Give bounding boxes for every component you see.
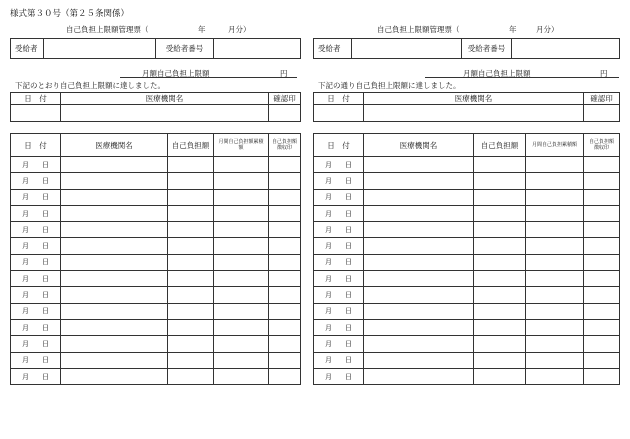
row-date-cell[interactable] — [314, 254, 364, 270]
management-form-left — [10, 0, 300, 439]
row-cumulative-cell[interactable] — [526, 205, 584, 221]
row-cumulative-cell[interactable] — [526, 319, 584, 335]
row-month-label: 月 — [325, 372, 332, 381]
row-date-cell[interactable] — [11, 254, 61, 270]
confirm-seal-header: 確認印 — [584, 93, 620, 105]
copay-table — [313, 133, 620, 385]
row-institution-cell[interactable] — [364, 189, 474, 205]
row-date-cell[interactable] — [314, 336, 364, 352]
row-day-label: 日 — [42, 258, 49, 267]
row-date-cell[interactable] — [314, 173, 364, 189]
row-day-label: 日 — [42, 372, 49, 381]
confirm-seal-cell[interactable] — [269, 105, 301, 122]
row-day-label: 日 — [42, 176, 49, 185]
row-month-label: 月 — [325, 258, 332, 267]
row-institution-cell[interactable] — [61, 173, 168, 189]
row-date-cell[interactable] — [314, 271, 364, 287]
table-row — [11, 222, 301, 238]
table-row — [11, 287, 301, 303]
row-copay-cell[interactable] — [168, 254, 214, 270]
table-row — [11, 157, 301, 173]
copay-header: 自己負担額 — [168, 134, 214, 157]
row-date-cell[interactable] — [11, 336, 61, 352]
row-copay-cell[interactable] — [168, 238, 214, 254]
row-date-cell[interactable] — [11, 238, 61, 254]
row-collected-cell[interactable] — [269, 173, 301, 189]
row-institution-cell[interactable] — [364, 222, 474, 238]
row-month-label: 月 — [22, 176, 29, 185]
row-date-cell[interactable] — [11, 271, 61, 287]
row-cumulative-cell[interactable] — [526, 157, 584, 173]
row-day-label: 日 — [345, 242, 352, 251]
row-day-label: 日 — [345, 274, 352, 283]
row-copay-cell[interactable] — [474, 271, 526, 287]
row-institution-cell[interactable] — [364, 352, 474, 368]
row-cumulative-cell[interactable] — [526, 173, 584, 189]
row-date-cell[interactable] — [11, 368, 61, 384]
row-month-label: 月 — [325, 356, 332, 365]
row-day-label: 日 — [345, 291, 352, 300]
row-copay-cell[interactable] — [474, 319, 526, 335]
row-month-label: 月 — [325, 176, 332, 185]
row-month-label: 月 — [325, 209, 332, 218]
row-cumulative-cell[interactable] — [526, 222, 584, 238]
confirm-date-cell[interactable] — [314, 105, 364, 122]
row-month-label: 月 — [22, 242, 29, 251]
row-day-label: 日 — [42, 274, 49, 283]
row-cumulative-cell[interactable] — [214, 319, 269, 335]
row-collected-cell[interactable] — [269, 238, 301, 254]
row-month-label: 月 — [325, 323, 332, 332]
row-cumulative-cell[interactable] — [214, 287, 269, 303]
row-institution-cell[interactable] — [61, 336, 168, 352]
table-row — [314, 222, 620, 238]
collected-header: 自己負担額徴収印 — [588, 139, 614, 151]
row-cumulative-cell[interactable] — [526, 352, 584, 368]
date-header: 日 付 — [314, 134, 364, 157]
row-day-label: 日 — [42, 339, 49, 348]
row-copay-cell[interactable] — [474, 352, 526, 368]
confirm-date-cell[interactable] — [11, 105, 61, 122]
row-collected-cell[interactable] — [584, 254, 620, 270]
row-collected-cell[interactable] — [584, 319, 620, 335]
row-institution-cell[interactable] — [364, 254, 474, 270]
collected-header: 自己負担額徴収印 — [271, 139, 297, 151]
confirm-institution-cell[interactable] — [61, 105, 269, 122]
row-month-label: 月 — [325, 242, 332, 251]
row-institution-cell[interactable] — [61, 287, 168, 303]
cumulative-header: 月間自己負担額累積額 — [218, 139, 264, 151]
row-copay-cell[interactable] — [168, 368, 214, 384]
table-row — [11, 319, 301, 335]
row-cumulative-cell[interactable] — [214, 352, 269, 368]
row-day-label: 日 — [345, 323, 352, 332]
recipient-number-label: 受給者番号 — [462, 39, 512, 59]
row-month-label: 月 — [325, 193, 332, 202]
row-institution-cell[interactable] — [61, 254, 168, 270]
row-copay-cell[interactable] — [474, 157, 526, 173]
row-day-label: 日 — [345, 209, 352, 218]
table-row — [11, 205, 301, 221]
row-copay-cell[interactable] — [168, 173, 214, 189]
row-copay-cell[interactable] — [168, 303, 214, 319]
row-cumulative-cell[interactable] — [526, 336, 584, 352]
row-institution-cell[interactable] — [61, 205, 168, 221]
row-institution-cell[interactable] — [364, 368, 474, 384]
date-header: 日 付 — [11, 134, 61, 157]
cumulative-header: 月間自己負担累積額 — [531, 142, 577, 148]
row-day-label: 日 — [42, 356, 49, 365]
row-day-label: 日 — [42, 225, 49, 234]
month-label: 月分） — [228, 25, 251, 34]
recipient-table — [10, 38, 301, 59]
table-row — [314, 238, 620, 254]
row-date-cell[interactable] — [11, 173, 61, 189]
row-month-label: 月 — [325, 339, 332, 348]
table-row — [11, 368, 301, 384]
row-date-cell[interactable] — [11, 287, 61, 303]
row-institution-cell[interactable] — [61, 303, 168, 319]
table-row — [314, 173, 620, 189]
table-row — [314, 254, 620, 270]
row-day-label: 日 — [42, 307, 49, 316]
row-date-cell[interactable] — [314, 205, 364, 221]
yen-label: 円 — [600, 69, 608, 78]
month-label: 月分） — [536, 25, 559, 34]
row-institution-cell[interactable] — [61, 352, 168, 368]
row-cumulative-cell[interactable] — [526, 287, 584, 303]
row-copay-cell[interactable] — [474, 173, 526, 189]
row-copay-cell[interactable] — [474, 368, 526, 384]
row-cumulative-cell[interactable] — [214, 271, 269, 287]
row-copay-cell[interactable] — [168, 189, 214, 205]
row-date-cell[interactable] — [11, 222, 61, 238]
row-date-cell[interactable] — [314, 157, 364, 173]
form-title: 自己負担上限額管理票（ — [66, 25, 149, 34]
form-number: 様式第３０号（第２５条関係） — [10, 9, 130, 19]
row-month-label: 月 — [22, 193, 29, 202]
confirm-seal-cell[interactable] — [584, 105, 620, 122]
recipient-number-label: 受給者番号 — [156, 39, 214, 59]
row-cumulative-cell[interactable] — [214, 368, 269, 384]
row-copay-cell[interactable] — [168, 287, 214, 303]
row-date-cell[interactable] — [11, 205, 61, 221]
row-cumulative-cell[interactable] — [214, 238, 269, 254]
table-row — [314, 157, 620, 173]
table-row — [11, 238, 301, 254]
row-date-cell[interactable] — [314, 319, 364, 335]
row-month-label: 月 — [22, 225, 29, 234]
row-day-label: 日 — [42, 291, 49, 300]
row-cumulative-cell[interactable] — [526, 238, 584, 254]
row-day-label: 日 — [345, 339, 352, 348]
row-collected-cell[interactable] — [584, 336, 620, 352]
row-institution-cell[interactable] — [364, 319, 474, 335]
row-collected-cell[interactable] — [269, 303, 301, 319]
row-month-label: 月 — [22, 160, 29, 169]
row-date-cell[interactable] — [11, 189, 61, 205]
row-copay-cell[interactable] — [474, 303, 526, 319]
table-row — [314, 287, 620, 303]
confirm-date-header: 日 付 — [314, 93, 364, 105]
row-collected-cell[interactable] — [269, 205, 301, 221]
row-month-label: 月 — [22, 323, 29, 332]
row-date-cell[interactable] — [11, 352, 61, 368]
row-institution-cell[interactable] — [61, 271, 168, 287]
row-copay-cell[interactable] — [474, 238, 526, 254]
row-date-cell[interactable] — [314, 303, 364, 319]
row-institution-cell[interactable] — [364, 336, 474, 352]
row-cumulative-cell[interactable] — [526, 189, 584, 205]
monthly-limit-label: 月額自己負担上限額 — [463, 69, 531, 78]
confirm-institution-header: 医療機関名 — [364, 93, 584, 105]
row-month-label: 月 — [22, 291, 29, 300]
row-month-label: 月 — [22, 356, 29, 365]
recipient-number-field[interactable] — [214, 39, 301, 59]
reached-statement: 下記のとおり自己負担上限額に達しました。 — [15, 81, 165, 90]
row-collected-cell[interactable] — [584, 205, 620, 221]
row-day-label: 日 — [42, 323, 49, 332]
row-date-cell[interactable] — [314, 238, 364, 254]
row-date-cell[interactable] — [314, 352, 364, 368]
row-institution-cell[interactable] — [61, 319, 168, 335]
table-row — [314, 352, 620, 368]
table-row — [314, 336, 620, 352]
recipient-name-field[interactable] — [44, 39, 156, 59]
row-day-label: 日 — [345, 307, 352, 316]
recipient-name-field[interactable] — [352, 39, 462, 59]
row-collected-cell[interactable] — [269, 157, 301, 173]
row-date-cell[interactable] — [11, 157, 61, 173]
row-institution-cell[interactable] — [364, 173, 474, 189]
row-day-label: 日 — [345, 176, 352, 185]
row-cumulative-cell[interactable] — [214, 189, 269, 205]
row-cumulative-cell[interactable] — [214, 205, 269, 221]
row-cumulative-cell[interactable] — [526, 303, 584, 319]
table-row — [11, 303, 301, 319]
row-day-label: 日 — [42, 160, 49, 169]
row-institution-cell[interactable] — [61, 368, 168, 384]
row-collected-cell[interactable] — [269, 189, 301, 205]
table-row — [11, 271, 301, 287]
row-month-label: 月 — [325, 160, 332, 169]
row-institution-cell[interactable] — [364, 303, 474, 319]
row-cumulative-cell[interactable] — [526, 271, 584, 287]
row-collected-cell[interactable] — [584, 303, 620, 319]
row-date-cell[interactable] — [11, 319, 61, 335]
table-row — [314, 319, 620, 335]
row-collected-cell[interactable] — [584, 222, 620, 238]
table-row — [11, 173, 301, 189]
row-date-cell[interactable] — [314, 222, 364, 238]
yen-label: 円 — [280, 69, 288, 78]
row-day-label: 日 — [345, 258, 352, 267]
row-cumulative-cell[interactable] — [214, 157, 269, 173]
row-copay-cell[interactable] — [474, 205, 526, 221]
row-date-cell[interactable] — [314, 189, 364, 205]
row-collected-cell[interactable] — [269, 336, 301, 352]
table-row — [314, 189, 620, 205]
table-row — [314, 303, 620, 319]
confirm-institution-header: 医療機関名 — [61, 93, 269, 105]
row-copay-cell[interactable] — [474, 189, 526, 205]
row-copay-cell[interactable] — [474, 254, 526, 270]
row-copay-cell[interactable] — [474, 336, 526, 352]
row-copay-cell[interactable] — [474, 222, 526, 238]
row-cumulative-cell[interactable] — [214, 173, 269, 189]
row-month-label: 月 — [325, 225, 332, 234]
row-institution-cell[interactable] — [61, 157, 168, 173]
row-copay-cell[interactable] — [474, 287, 526, 303]
row-cumulative-cell[interactable] — [214, 303, 269, 319]
table-row — [11, 352, 301, 368]
row-cumulative-cell[interactable] — [526, 368, 584, 384]
row-collected-cell[interactable] — [269, 222, 301, 238]
row-collected-cell[interactable] — [584, 238, 620, 254]
row-copay-cell[interactable] — [168, 271, 214, 287]
row-collected-cell[interactable] — [584, 157, 620, 173]
table-row — [11, 254, 301, 270]
row-day-label: 日 — [345, 160, 352, 169]
row-institution-cell[interactable] — [61, 238, 168, 254]
year-label: 年 — [198, 25, 206, 34]
row-day-label: 日 — [345, 372, 352, 381]
table-row — [11, 336, 301, 352]
row-day-label: 日 — [345, 225, 352, 234]
row-institution-cell[interactable] — [364, 157, 474, 173]
institution-header: 医療機関名 — [61, 134, 168, 157]
table-row — [314, 368, 620, 384]
row-day-label: 日 — [42, 242, 49, 251]
confirm-institution-cell[interactable] — [364, 105, 584, 122]
row-collected-cell[interactable] — [269, 352, 301, 368]
row-month-label: 月 — [325, 307, 332, 316]
row-collected-cell[interactable] — [269, 254, 301, 270]
row-collected-cell[interactable] — [584, 173, 620, 189]
row-collected-cell[interactable] — [584, 352, 620, 368]
form-title: 自己負担上限額管理票（ — [377, 25, 460, 34]
row-month-label: 月 — [22, 307, 29, 316]
row-day-label: 日 — [345, 356, 352, 365]
row-collected-cell[interactable] — [269, 319, 301, 335]
row-copay-cell[interactable] — [168, 319, 214, 335]
row-date-cell[interactable] — [314, 287, 364, 303]
row-cumulative-cell[interactable] — [214, 222, 269, 238]
row-copay-cell[interactable] — [168, 222, 214, 238]
confirm-seal-header: 確認印 — [269, 93, 301, 105]
row-collected-cell[interactable] — [584, 287, 620, 303]
table-row — [314, 271, 620, 287]
row-month-label: 月 — [22, 209, 29, 218]
recipient-number-field[interactable] — [512, 39, 620, 59]
institution-header: 医療機関名 — [364, 134, 474, 157]
row-month-label: 月 — [22, 274, 29, 283]
row-institution-cell[interactable] — [364, 205, 474, 221]
row-institution-cell[interactable] — [364, 271, 474, 287]
row-copay-cell[interactable] — [168, 336, 214, 352]
row-month-label: 月 — [325, 291, 332, 300]
copay-header: 自己負担額 — [474, 134, 526, 157]
table-row — [11, 189, 301, 205]
row-date-cell[interactable] — [314, 368, 364, 384]
row-month-label: 月 — [22, 372, 29, 381]
row-institution-cell[interactable] — [61, 189, 168, 205]
recipient-label: 受給者 — [314, 39, 352, 59]
row-institution-cell[interactable] — [364, 238, 474, 254]
row-cumulative-cell[interactable] — [214, 336, 269, 352]
confirm-date-header: 日 付 — [11, 93, 61, 105]
row-copay-cell[interactable] — [168, 352, 214, 368]
row-cumulative-cell[interactable] — [526, 254, 584, 270]
row-collected-cell[interactable] — [269, 368, 301, 384]
confirm-table — [10, 92, 301, 122]
row-institution-cell[interactable] — [61, 222, 168, 238]
row-day-label: 日 — [345, 193, 352, 202]
management-form-right — [313, 0, 614, 439]
confirm-table — [313, 92, 620, 122]
row-day-label: 日 — [42, 209, 49, 218]
row-collected-cell[interactable] — [584, 368, 620, 384]
row-collected-cell[interactable] — [584, 189, 620, 205]
row-collected-cell[interactable] — [269, 287, 301, 303]
row-month-label: 月 — [22, 258, 29, 267]
row-day-label: 日 — [42, 193, 49, 202]
year-label: 年 — [509, 25, 517, 34]
row-institution-cell[interactable] — [364, 287, 474, 303]
copay-table — [10, 133, 301, 385]
row-month-label: 月 — [325, 274, 332, 283]
row-copay-cell[interactable] — [168, 157, 214, 173]
recipient-label: 受給者 — [11, 39, 44, 59]
row-cumulative-cell[interactable] — [214, 254, 269, 270]
reached-statement: 下記の通り自己負担上限額に達しました。 — [318, 81, 461, 90]
row-collected-cell[interactable] — [584, 271, 620, 287]
row-month-label: 月 — [22, 339, 29, 348]
row-date-cell[interactable] — [11, 303, 61, 319]
row-copay-cell[interactable] — [168, 205, 214, 221]
monthly-limit-label: 月額自己負担上限額 — [142, 69, 210, 78]
row-collected-cell[interactable] — [269, 271, 301, 287]
table-row — [314, 205, 620, 221]
recipient-table — [313, 38, 620, 59]
